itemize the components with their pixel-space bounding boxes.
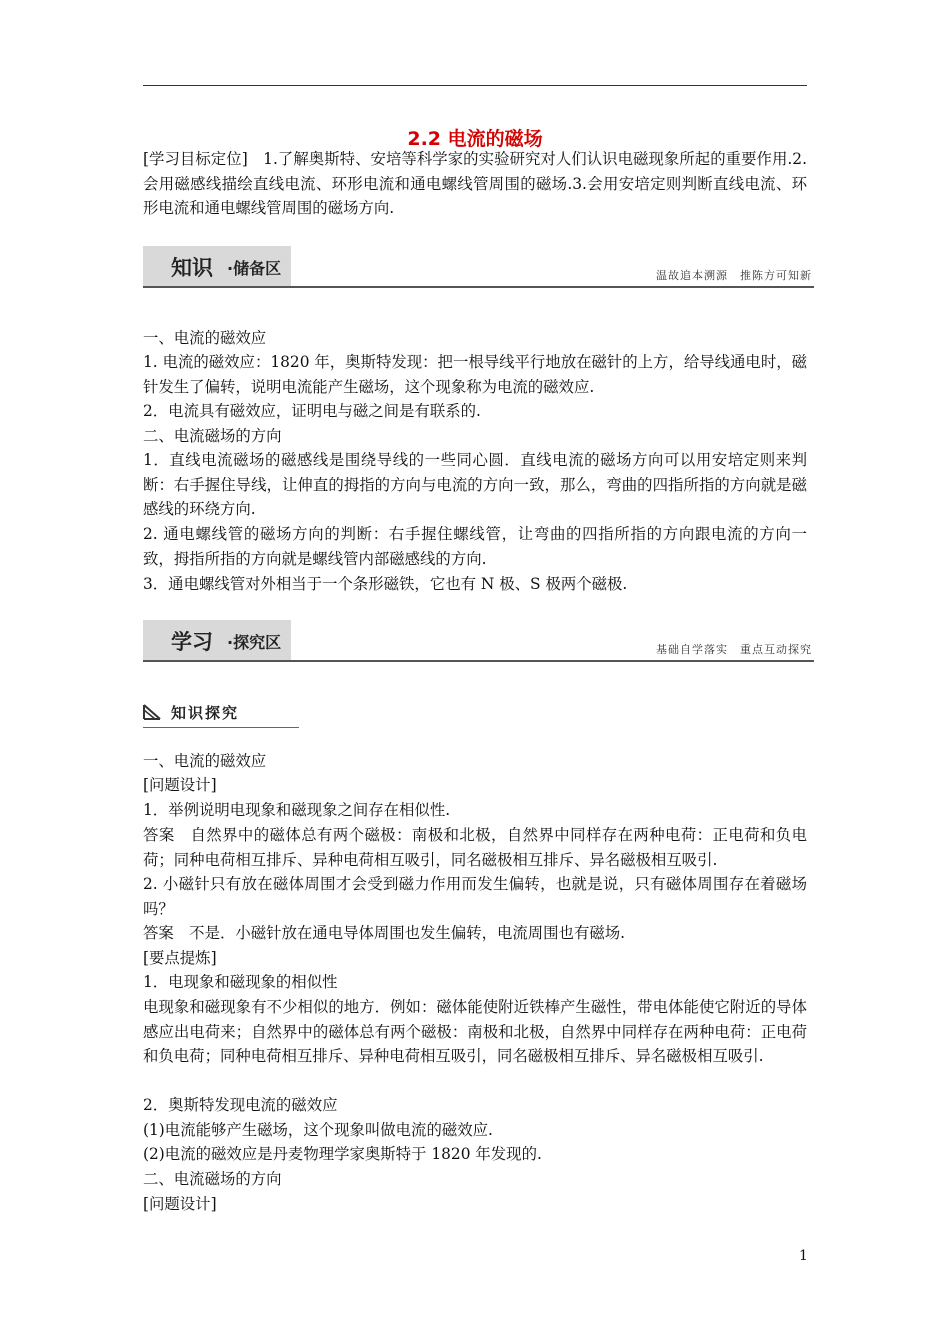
page-title: 2.2 电流的磁场 xyxy=(407,128,543,150)
s1-paragraph: 2. 通电螺线管的磁场方向的判断：右手握住螺线管，让弯曲的四指所指的方向跟电流的方向一致，拇指所指的方向就是螺线管内部磁感线的方向. xyxy=(143,525,807,568)
banner-title: 学习 xyxy=(171,630,213,654)
s1-paragraph: 3．通电螺线管对外相当于一个条形磁铁，它也有 N 极、S 极两个磁极. xyxy=(143,575,628,593)
s2-point: 1．电现象和磁现象的相似性 xyxy=(143,973,338,991)
learning-objectives: [学习目标定位] 1.了解奥斯特、安培等科学家的实验研究对人们认识电磁现象所起的重要作用.2.会用磁感线描绘直线电流、环形电流和通电螺线管周围的磁场.3.会用安培定则判断直线电流、环形电流和通电螺线管周围的磁场方向. xyxy=(143,150,807,217)
mini-heading-label: 知识探究 xyxy=(171,704,240,722)
banner-subtitle: ·储备区 xyxy=(227,259,282,278)
s2-question: 1．举例说明电现象和磁现象之间存在相似性. xyxy=(143,801,451,819)
section-banner-knowledge xyxy=(143,246,814,288)
s1-paragraph: 1．直线电流磁场的磁感线是围绕导线的一些同心圆．直线电流的磁场方向可以用安培定则来判断：右手握住导线，让伸直的拇指的方向与电流的方向一致，那么，弯曲的四指所指的方向就是磁感线的环绕方向. xyxy=(143,451,807,518)
banner-slogan: 温故追本溯源 推陈方可知新 xyxy=(656,269,812,282)
s2-paragraph: 电现象和磁现象有不少相似的地方．例如：磁体能使附近铁棒产生磁性，带电体能使它附近的导体感应出电荷来；自然界中的磁体总有两个磁极：南极和北极，自然界中同样存在两种电荷：正电荷和负电荷；同种电荷相互排斥、异种电荷相互吸引，同名磁极相互排斥、异名磁极相互吸引. xyxy=(143,998,807,1065)
banner-rule xyxy=(143,286,814,288)
s2-answer: 答案 不是．小磁针放在通电导体周围也发生偏转，电流周围也有磁场. xyxy=(143,924,626,942)
s1-heading-1: 一、电流的磁效应 xyxy=(143,329,267,347)
s2-label: [问题设计] xyxy=(143,776,217,794)
s2-point: 2．奥斯特发现电流的磁效应 xyxy=(143,1096,338,1114)
s2-question: 2. 小磁针只有放在磁体周围才会受到磁力作用而发生偏转，也就是说，只有磁体周围存在着磁场吗？ xyxy=(143,875,807,918)
knowledge-explore-heading xyxy=(143,700,299,728)
s2-paragraph: (1)电流能够产生磁场，这个现象叫做电流的磁效应. xyxy=(143,1121,493,1139)
s2-answer: 答案 自然界中的磁体总有两个磁极：南极和北极，自然界中同样存在两种电荷：正电荷和负电荷；同种电荷相互排斥、异种电荷相互吸引，同名磁极相互排斥、异名磁极相互吸引. xyxy=(143,826,807,869)
banner-rule xyxy=(143,660,814,662)
mini-heading-rule xyxy=(143,727,299,728)
s1-heading-2: 二、电流磁场的方向 xyxy=(143,427,282,445)
s2-heading-2: 二、电流磁场的方向 xyxy=(143,1170,282,1188)
s2-label: [问题设计] xyxy=(143,1195,217,1213)
banner-subtitle: ·探究区 xyxy=(227,633,282,652)
s1-paragraph: 2．电流具有磁效应，证明电与磁之间是有联系的. xyxy=(143,402,481,420)
s2-heading-1: 一、电流的磁效应 xyxy=(143,752,267,770)
section-banner-study xyxy=(143,620,814,662)
banner-title: 知识 xyxy=(171,256,213,280)
s2-label: [要点提炼] xyxy=(143,949,217,967)
page-number: 1 xyxy=(799,1248,808,1264)
s2-paragraph: (2)电流的磁效应是丹麦物理学家奥斯特于 1820 年发现的. xyxy=(143,1145,542,1163)
diagonal-lines-icon xyxy=(143,704,161,720)
s1-paragraph: 1. 电流的磁效应：1820 年，奥斯特发现：把一根导线平行地放在磁针的上方，给导线通电时，磁针发生了偏转，说明电流能产生磁场，这个现象称为电流的磁效应. xyxy=(143,353,807,396)
header-rule xyxy=(143,85,807,86)
banner-slogan: 基础自学落实 重点互动探究 xyxy=(656,643,812,656)
